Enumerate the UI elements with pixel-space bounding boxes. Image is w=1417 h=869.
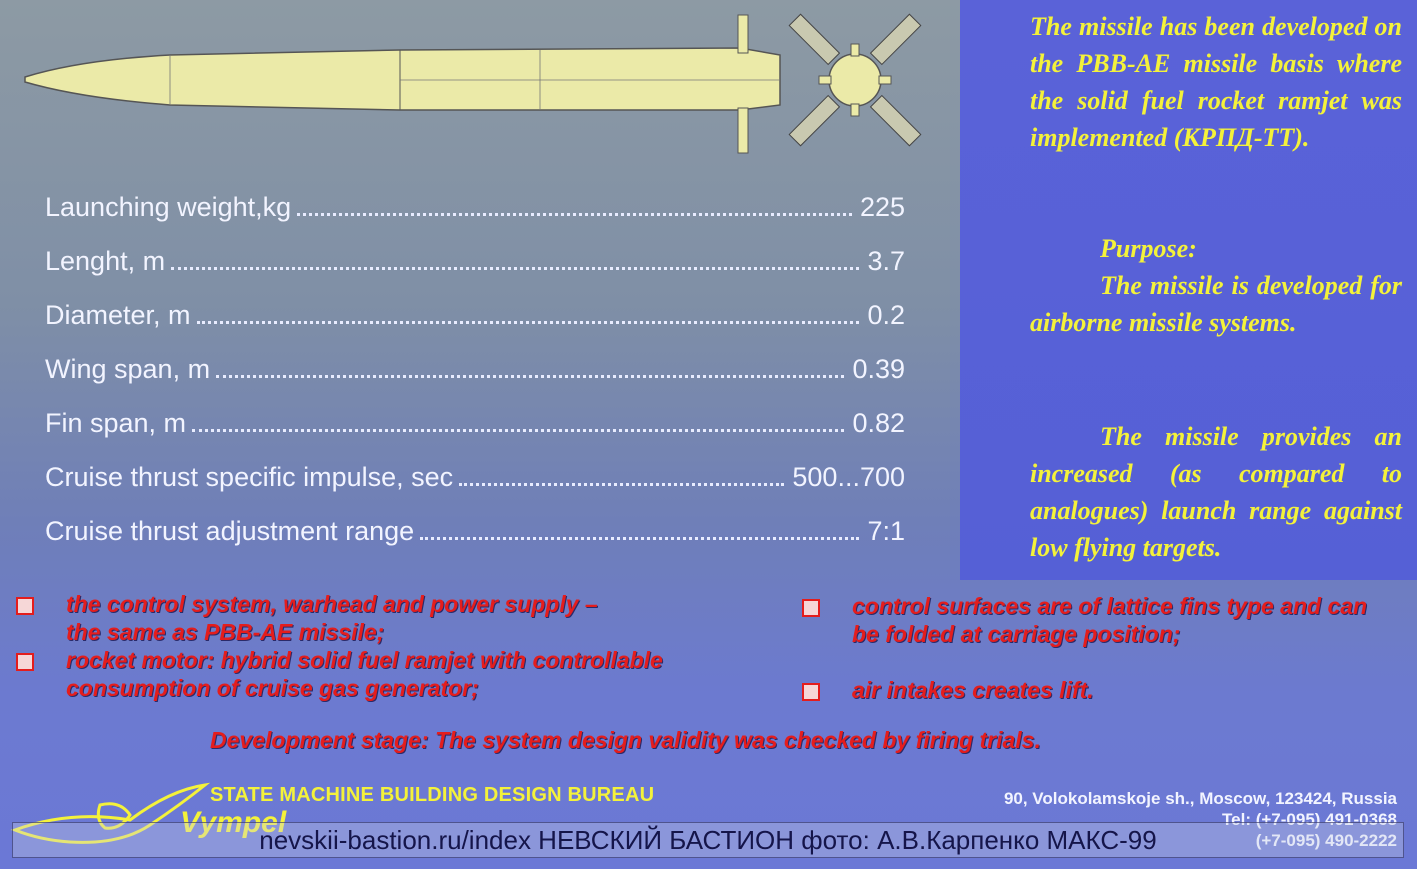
checkbox-bullet-icon bbox=[16, 653, 34, 671]
bullet-item bbox=[802, 592, 1402, 648]
spec-value: 225 bbox=[859, 191, 905, 222]
missile-illustration bbox=[20, 10, 1020, 170]
fax: (+7-095) 490-2222 bbox=[1255, 831, 1397, 850]
purpose-paragraph: The missile is developed for airborne missile systems. bbox=[1030, 271, 1402, 337]
spec-label: Launching weight,kg bbox=[45, 191, 292, 222]
spec-label: Fin span, m bbox=[45, 407, 187, 438]
checkbox-bullet-icon bbox=[802, 599, 820, 617]
leader-dots bbox=[197, 321, 860, 324]
leader-dots bbox=[171, 267, 859, 270]
telephone: Tel: (+7-095) 491-0368 bbox=[1222, 810, 1397, 829]
spec-label: Diameter, m bbox=[45, 299, 191, 330]
range-paragraph: The missile provides an increased (as compared to analogues) launch range against low flying targets. bbox=[1030, 422, 1402, 562]
leader-dots bbox=[420, 537, 859, 540]
spec-value: 500...700 bbox=[792, 461, 905, 492]
spec-label: Wing span, m bbox=[45, 353, 211, 384]
spec-row bbox=[45, 180, 905, 234]
checkbox-bullet-icon bbox=[16, 597, 34, 615]
leader-dots bbox=[216, 375, 844, 378]
spec-row bbox=[45, 504, 905, 558]
spec-row bbox=[45, 234, 905, 288]
development-stage: Development stage: The system design validity was checked by firing trials. bbox=[210, 727, 1041, 753]
spec-row bbox=[45, 396, 905, 450]
bullet-text: air intakes creates lift. bbox=[852, 677, 1094, 703]
spec-value: 0.2 bbox=[867, 299, 905, 330]
bullet-text: the control system, warhead and power supply – the same as PBB-AE missile; bbox=[66, 591, 598, 645]
bullet-item bbox=[16, 590, 736, 646]
bullet-item bbox=[802, 676, 1402, 704]
specifications-table bbox=[45, 180, 905, 558]
spec-row bbox=[45, 342, 905, 396]
spec-value: 7:1 bbox=[867, 515, 905, 546]
organization-name: STATE MACHINE BUILDING DESIGN BUREAU bbox=[210, 784, 655, 806]
spec-value: 0.82 bbox=[852, 407, 905, 438]
spec-label: Lenght, m bbox=[45, 245, 166, 276]
leader-dots bbox=[297, 213, 852, 216]
spec-value: 3.7 bbox=[867, 245, 905, 276]
bullet-item bbox=[16, 646, 776, 702]
leader-dots bbox=[459, 483, 784, 486]
checkbox-bullet-icon bbox=[802, 683, 820, 701]
intro-paragraph: The missile has been developed on the PBB-AE missile basis where the solid fuel rocket ramjet was implemented (КРПД-ТТ). bbox=[1030, 12, 1402, 152]
logo-wordmark: Vympel bbox=[180, 806, 287, 839]
spec-value: 0.39 bbox=[852, 353, 905, 384]
watermark-caption: nevskii-bastion.ru/index НЕВСКИЙ БАСТИОН фото: А.В.Карпенко МАКС-99 bbox=[12, 822, 1404, 858]
spec-label: Cruise thrust adjustment range bbox=[45, 515, 415, 546]
address: 90, Volokolamskoje sh., Moscow, 123424, Russia bbox=[1003, 789, 1397, 808]
bullet-text: control surfaces are of lattice fins type and can be folded at carriage position; bbox=[852, 593, 1368, 647]
purpose-heading: Purpose: bbox=[1100, 234, 1197, 263]
spec-row bbox=[45, 450, 905, 504]
spec-label: Cruise thrust specific impulse, sec bbox=[45, 461, 454, 492]
leader-dots bbox=[192, 429, 844, 432]
bullet-text: rocket motor: hybrid solid fuel ramjet with controllable consumption of cruise gas generator; bbox=[66, 647, 663, 701]
spec-row bbox=[45, 288, 905, 342]
